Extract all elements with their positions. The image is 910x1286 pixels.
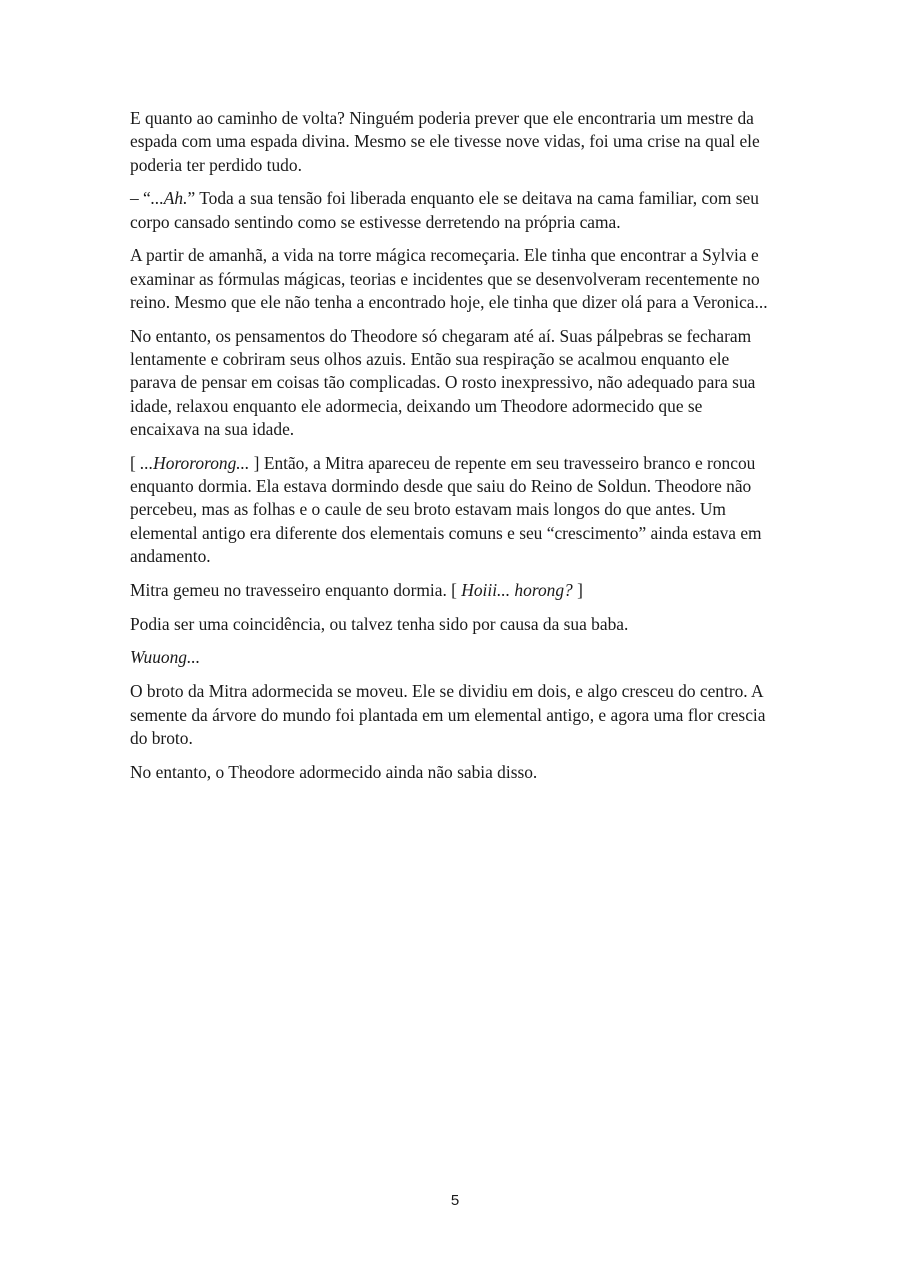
bracket-open: [ [130, 452, 141, 473]
paragraph: A partir de amanhã, a vida na torre mágica recomeçaria. Ele tinha que encontrar a Sylvia e examinar as fórmulas mágicas, teorias e incidentes que se desenvolveram recentemente no reino. Mesmo que ele não tenha a encontrado hoje, ele tinha que dizer olá para a Veronica... [130, 245, 768, 313]
paragraph-text: ” Toda a sua tensão foi liberada enquanto ele se deitava na cama familiar, com seu corpo cansado sentindo como se estivesse derretendo na própria cama. [130, 188, 759, 232]
paragraph: E quanto ao caminho de volta? Ninguém poderia prever que ele encontraria um mestre da espada com uma espada divina. Mesmo se ele tivesse nove vidas, foi uma crise na qual ele poderia ter perdido tudo. [130, 108, 760, 175]
paragraph [130, 187, 775, 234]
page-number: 5 [450, 1192, 460, 1209]
italic-dialogue: ...Ah. [150, 188, 188, 209]
paragraph: No entanto, os pensamentos do Theodore só chegaram até aí. Suas pálpebras se fecharam lentamente e cobriram seus olhos azuis. Então sua respiração se acalmou enquanto ele parava de pensar em coisas tão complicadas. O rosto inexpressivo, não adequado para sua idade, relaxou enquanto ele adormecia, deixando um Theodore adormecido que se encaixava na sua idade. [130, 325, 756, 440]
paragraph [130, 579, 775, 602]
paragraph [130, 452, 775, 568]
paragraph: O broto da Mitra adormecida se moveu. Ele se dividiu em dois, e algo cresceu do centro. A semente da árvore do mundo foi plantada em um elemental antigo, e agora uma flor crescia do broto. [130, 681, 766, 748]
paragraph: Podia ser uma coincidência, ou talvez tenha sido por causa da sua baba. [130, 613, 629, 634]
document-body [130, 107, 775, 794]
italic-sound: ...Horororong... [140, 452, 250, 473]
bracket-close: ] [572, 579, 583, 600]
dialogue-dash: – “ [130, 188, 151, 209]
italic-sound: Hoiii... horong? [461, 579, 573, 600]
paragraph-text: Mitra gemeu no travesseiro enquanto dormia. [ [130, 579, 462, 600]
paragraph-text: ] Então, a Mitra apareceu de repente em seu travesseiro branco e roncou enquanto dormia. Ela estava dormindo desde que saiu do Reino de Soldun. Theodore não percebeu, mas as folhas e o caule de seu broto estavam mais longos do que antes. Um elemental antigo era diferente dos elementais comuns e seu “crescimento” ainda estava em andamento. [130, 452, 762, 567]
paragraph: No entanto, o Theodore adormecido ainda não sabia disso. [130, 761, 538, 782]
italic-sound: Wuuong... [130, 647, 201, 668]
paragraph [130, 646, 775, 669]
